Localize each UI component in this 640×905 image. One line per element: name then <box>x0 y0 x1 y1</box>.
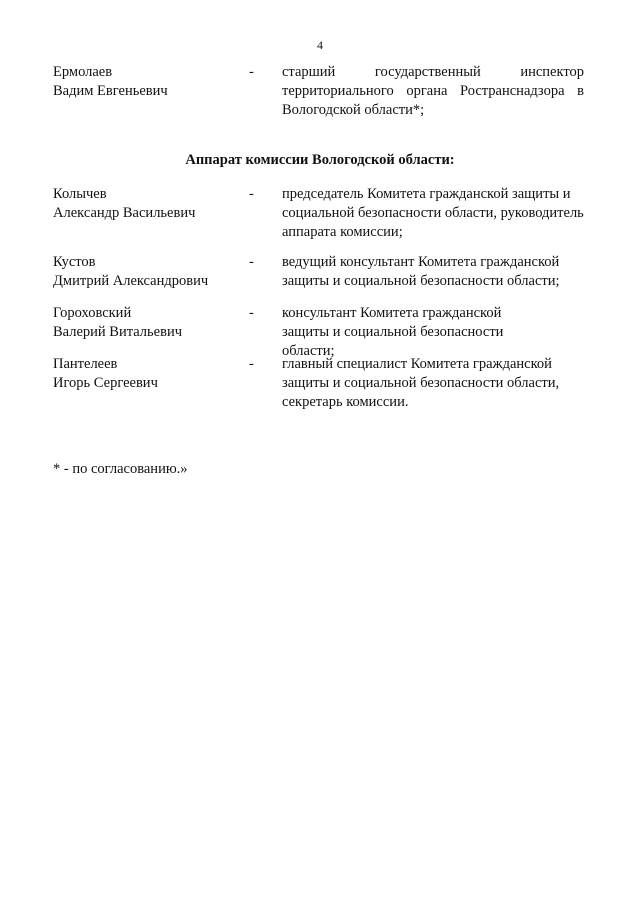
member-given-names: Александр Васильевич <box>53 205 196 221</box>
member-name <box>53 63 243 101</box>
separator-dash: - <box>249 305 254 321</box>
member-given-names: Дмитрий Александрович <box>53 273 209 289</box>
member-given-names: Валерий Витальевич <box>53 324 182 340</box>
member-name <box>53 304 243 342</box>
member-name <box>53 185 243 223</box>
member-given-names: Игорь Сергеевич <box>53 375 158 391</box>
member-role: председатель Комитета гражданской защиты и социальной безопасности области, руководитель аппарата комиссии; <box>282 186 584 240</box>
member-given-names: Вадим Евгеньевич <box>53 83 168 99</box>
separator-dash: - <box>249 356 254 372</box>
separator-dash: - <box>249 186 254 202</box>
member-surname: Кустов <box>53 254 96 270</box>
member-surname: Пантелеев <box>53 356 118 372</box>
separator-dash: - <box>249 254 254 270</box>
member-name <box>53 253 243 291</box>
separator-dash: - <box>249 64 254 80</box>
section-heading: Аппарат комиссии Вологодской области: <box>185 152 455 168</box>
page-number: 4 <box>317 38 323 52</box>
member-role: ведущий консультант Комитета гражданской защиты и социальной безопасности области; <box>282 254 560 289</box>
member-role: старший государственный инспектор территориального органа Ространснадзора в Вологодской области*; <box>282 64 584 118</box>
member-surname: Гороховский <box>53 305 132 321</box>
footnote: * - по согласованию.» <box>53 461 188 477</box>
member-role: консультант Комитета гражданской защиты и социальной безопасности области; <box>282 305 504 359</box>
member-surname: Ермолаев <box>53 64 113 80</box>
member-surname: Колычев <box>53 186 107 202</box>
member-role: главный специалист Комитета гражданской защиты и социальной безопасности области, секретарь комиссии. <box>282 356 560 410</box>
member-name <box>53 355 243 393</box>
